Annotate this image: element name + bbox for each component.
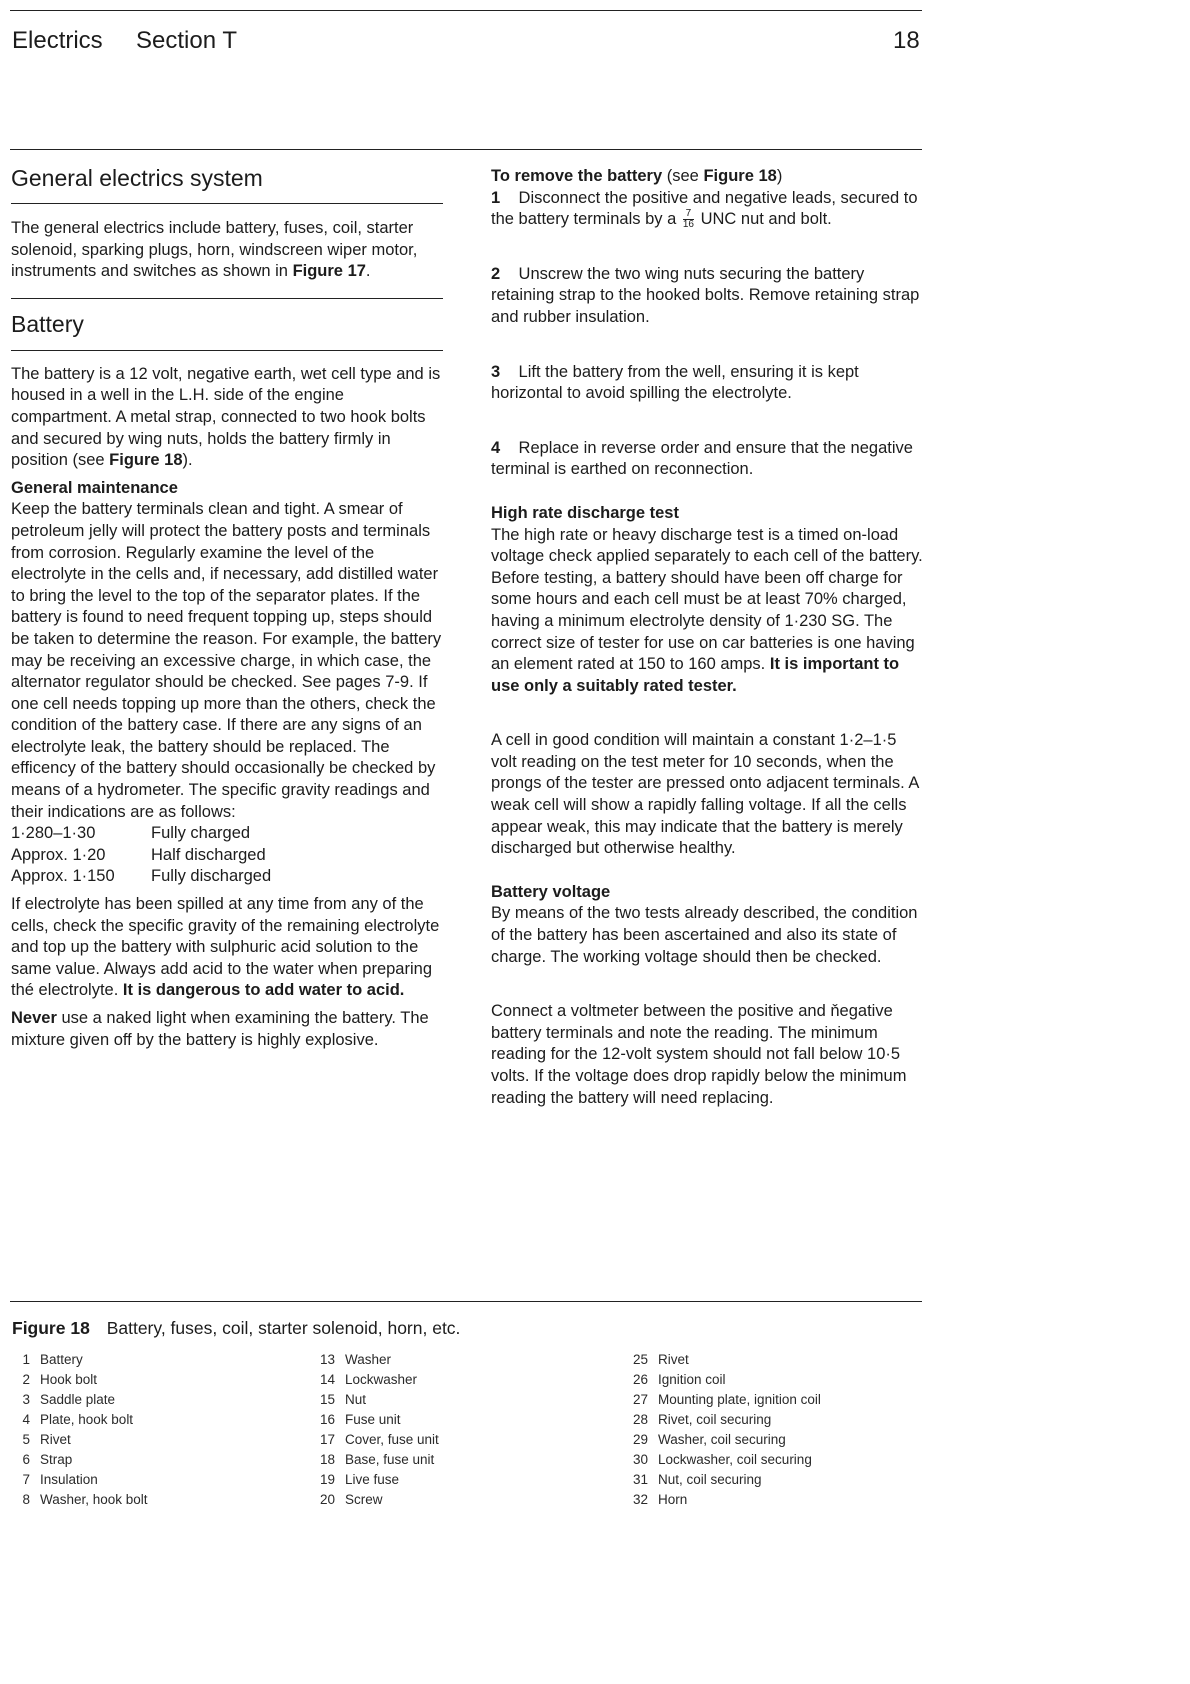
legend-number: 13 <box>319 1352 335 1367</box>
voltmeter-text: Connect a voltmeter between the positive and ňegative battery terminals and note the reading. The minimum reading for the 12-volt system should not fall below 10·5 volts. If the voltage does drop rapidly below the minimum reading the battery will need replacing. <box>491 1002 907 1107</box>
legend-item <box>628 1470 821 1490</box>
never-word: Never <box>11 1009 57 1027</box>
figure-17-ref: Figure 17 <box>292 262 366 281</box>
legend-text: Screw <box>345 1492 383 1507</box>
legend-number: 7 <box>22 1472 30 1487</box>
legend-item <box>10 1350 148 1370</box>
legend-number: 3 <box>22 1392 30 1407</box>
legend-text: Rivet, coil securing <box>658 1412 772 1427</box>
fraction-seven-sixteenths <box>683 209 694 230</box>
legend-text: Saddle plate <box>40 1392 116 1407</box>
electrolyte-spill-text <box>11 894 445 1002</box>
battery-text <box>11 364 445 472</box>
remove-figure-ref: Figure 18 <box>703 167 777 185</box>
heading-rule <box>11 350 443 351</box>
legend-item <box>628 1370 821 1390</box>
spacer <box>491 697 923 730</box>
legend-number: 2 <box>22 1372 30 1387</box>
header-top-rule <box>10 10 922 11</box>
hrd-text: The high rate or heavy discharge test is a timed on-load voltage check applied separately to each cell of the battery. Before testing, a battery should have been off charge for some hours and each cell must be at least 70% charged, having a minimum electrolyte density of 1·230 SG. The correct size of tester for use on car batteries is one having an element rated at 150 to 160 amps. <box>491 525 923 674</box>
fraction-numerator: 7 <box>683 209 694 220</box>
general-text: The general electrics include battery, fuses, coil, starter solenoid, sparking plugs, horn, windscreen wiper motor, instruments and switches as shown in <box>11 219 418 281</box>
legend-number: 30 <box>632 1452 648 1467</box>
legend-text: Cover, fuse unit <box>345 1432 439 1447</box>
right-column <box>491 166 923 1109</box>
legend-item <box>315 1410 439 1430</box>
fraction-denominator: 16 <box>682 219 694 231</box>
general-maintenance-text: Keep the battery terminals clean and tight. A smear of petroleum jelly will protect the battery posts and terminals from corrosion. Regularly examine the level of the electrolyte in the cells and, if necessary, add distilled water to bring the level to the top of the separator plates. If the battery is found to need frequent topping up, steps should be taken to determine the reason. For example, the battery may be receiving an excessive charge, in which case, the alternator regulator should be checked. See pages 7-9. If one cell needs topping up more than the others, check the condition of the battery case. If there are any signs of an electrolyte leak, the battery should be replaced. The efficency of the battery should occasionally be checked by means of a hydrometer. The specific gravity readings and their indications are as follows: <box>11 500 442 821</box>
spacer <box>491 968 923 1001</box>
legend-text: Live fuse <box>345 1472 400 1487</box>
legend-number: 17 <box>319 1432 335 1447</box>
content-top-rule <box>10 149 922 150</box>
left-column <box>11 165 445 1051</box>
remove-ref-post: ) <box>776 167 783 185</box>
legend-number: 31 <box>632 1472 648 1487</box>
legend-number: 14 <box>319 1372 335 1387</box>
spacer <box>491 329 923 362</box>
legend-number: 27 <box>632 1392 648 1407</box>
battery-description: The battery is a 12 volt, negative earth, wet cell type and is housed in a well in the L.H. side of the engine compartment. A metal strap, connected to two hook bolts and secured by wing nuts, holds the battery firmly in position (see <box>11 364 441 470</box>
remove-heading-title: To remove the battery <box>491 167 663 185</box>
legend-text: Nut <box>345 1392 367 1407</box>
remove-ref-pre: (see <box>666 167 699 185</box>
step-text-end: UNC nut and bolt. <box>700 210 832 229</box>
legend-item <box>315 1350 439 1370</box>
high-rate-discharge-heading: High rate discharge test <box>491 503 679 522</box>
figure-caption-text: Battery, fuses, coil, starter solenoid, horn, etc. <box>106 1318 461 1338</box>
legend-item <box>628 1430 821 1450</box>
legend-text: Plate, hook bolt <box>40 1412 134 1427</box>
step-text: Disconnect the positive and negative leads, secured to the battery terminals by a <box>491 188 918 229</box>
legend-item <box>315 1430 439 1450</box>
legend-text: Washer, coil securing <box>658 1432 786 1447</box>
section-rule <box>11 298 443 299</box>
battery-voltage-heading: Battery voltage <box>491 882 611 901</box>
step-text: Lift the battery from the well, ensuring it is kept horizontal to avoid spilling the electrolyte. <box>491 362 859 403</box>
legend-text: Hook bolt <box>40 1372 98 1387</box>
legend-number: 18 <box>319 1452 335 1467</box>
legend-text: Insulation <box>40 1472 98 1487</box>
battery-heading: Battery <box>11 310 84 337</box>
legend-number: 29 <box>632 1432 648 1447</box>
general-electrics-heading: General electrics system <box>11 165 263 191</box>
legend-item <box>315 1450 439 1470</box>
step-number: 1 <box>491 188 501 207</box>
legend-item <box>628 1350 821 1370</box>
legend-item <box>315 1490 439 1510</box>
sg-value: Approx. 1·150 <box>11 867 115 886</box>
legend-item <box>10 1490 148 1510</box>
legend-number: 15 <box>319 1392 335 1407</box>
legend-text: Rivet <box>658 1352 689 1367</box>
heading-rule <box>11 203 443 204</box>
step-3 <box>491 362 923 405</box>
legend-number: 19 <box>319 1472 335 1487</box>
legend-number: 1 <box>22 1352 30 1367</box>
sg-meaning: Fully discharged <box>151 867 272 886</box>
legend-item <box>628 1450 821 1470</box>
page-number: 18 <box>893 27 920 54</box>
legend-item <box>10 1410 148 1430</box>
legend-item <box>315 1390 439 1410</box>
general-maintenance-heading: General maintenance <box>11 478 178 497</box>
header-chapter <box>12 27 237 55</box>
sg-value: Approx. 1·20 <box>11 845 106 864</box>
specific-gravity-table <box>11 823 445 888</box>
hrd-warning: It is important to use only a suitably rated tester. <box>491 655 900 695</box>
sg-value: 1·280–1·30 <box>11 824 96 843</box>
section-title: Section T <box>136 27 237 54</box>
spill-warning: It is dangerous to add water to acid. <box>122 981 405 1000</box>
legend-number: 16 <box>319 1412 335 1427</box>
legend-text: Horn <box>658 1492 688 1507</box>
figure-caption <box>12 1318 460 1339</box>
legend-number: 20 <box>319 1492 335 1507</box>
legend-text: Ignition coil <box>658 1372 726 1387</box>
spacer <box>491 860 923 882</box>
legend-item <box>628 1410 821 1430</box>
step-text: Replace in reverse order and ensure that the negative terminal is earthed on reconnection. <box>491 438 913 479</box>
legend-column-3 <box>628 1350 821 1510</box>
legend-text: Strap <box>40 1452 73 1467</box>
legend-number: 32 <box>632 1492 648 1507</box>
sg-row <box>11 845 445 867</box>
battery-text-end: ). <box>182 451 193 470</box>
figure-rule <box>10 1301 922 1302</box>
legend-text: Fuse unit <box>345 1412 401 1427</box>
general-electrics-text <box>11 218 445 283</box>
legend-item <box>10 1450 148 1470</box>
legend-item <box>628 1390 821 1410</box>
legend-item <box>10 1430 148 1450</box>
step-1 <box>491 188 923 231</box>
spacer <box>491 231 923 264</box>
step-2 <box>491 264 923 329</box>
figure-18-ref: Figure 18 <box>109 451 183 470</box>
legend-item <box>10 1470 148 1490</box>
legend-text: Washer, hook bolt <box>40 1492 148 1507</box>
naked-light-warning <box>11 1008 445 1051</box>
step-text: Unscrew the two wing nuts securing the battery retaining strap to the hooked bolts. Remove retaining strap and rubber insulation. <box>491 264 920 326</box>
legend-item <box>10 1370 148 1390</box>
legend-text: Base, fuse unit <box>345 1452 435 1467</box>
figure-label: Figure 18 <box>12 1318 90 1338</box>
legend-number: 5 <box>22 1432 30 1447</box>
legend-item <box>628 1490 821 1510</box>
legend-column-2 <box>315 1350 439 1510</box>
legend-number: 4 <box>22 1412 30 1427</box>
legend-text: Washer <box>345 1352 392 1367</box>
legend-item <box>10 1390 148 1410</box>
never-text: use a naked light when examining the battery. The mixture given off by the battery is highly explosive. <box>11 1009 429 1049</box>
legend-text: Mounting plate, ignition coil <box>658 1392 821 1407</box>
sg-row <box>11 866 445 888</box>
spacer <box>491 481 923 503</box>
spacer <box>491 405 923 438</box>
step-number: 3 <box>491 362 501 381</box>
cell-condition-text: A cell in good condition will maintain a constant 1·2–1·5 volt reading on the test meter for 10 seconds, when the prongs of the tester are pressed onto adjacent terminals. A weak cell will show a rapidly falling voltage. If all the cells appear weak, this may indicate that the battery is merely discharged but otherwise healthy. <box>491 731 919 858</box>
step-number: 4 <box>491 438 501 457</box>
legend-text: Battery <box>40 1352 83 1367</box>
legend-number: 25 <box>632 1352 648 1367</box>
legend-item <box>315 1470 439 1490</box>
legend-column-1 <box>10 1350 148 1510</box>
sg-row <box>11 823 445 845</box>
step-number: 2 <box>491 264 501 283</box>
battery-voltage-text: By means of the two tests already described, the condition of the battery has been ascertained and also its state of charge. The working voltage should then be checked. <box>491 904 918 966</box>
general-end: . <box>365 262 371 281</box>
sg-meaning: Half discharged <box>151 845 266 864</box>
legend-text: Nut, coil securing <box>658 1472 762 1487</box>
sg-meaning: Fully charged <box>151 824 251 843</box>
legend-text: Rivet <box>40 1432 71 1447</box>
legend-text: Lockwasher, coil securing <box>658 1452 812 1467</box>
legend-number: 26 <box>632 1372 648 1387</box>
step-4 <box>491 438 923 481</box>
spill-text: If electrolyte has been spilled at any time from any of the cells, check the specific gravity of the remaining electrolyte and top up the battery with sulphuric acid solution to the same value. Always add acid to the water when preparing thé electrolyte. <box>11 895 440 1000</box>
legend-text: Lockwasher <box>345 1372 418 1387</box>
remove-battery-heading <box>491 166 923 188</box>
legend-number: 28 <box>632 1412 648 1427</box>
legend-number: 8 <box>22 1492 30 1507</box>
legend-item <box>315 1370 439 1390</box>
high-rate-discharge-text <box>491 525 923 698</box>
chapter-title: Electrics <box>12 27 103 54</box>
legend-number: 6 <box>22 1452 30 1467</box>
